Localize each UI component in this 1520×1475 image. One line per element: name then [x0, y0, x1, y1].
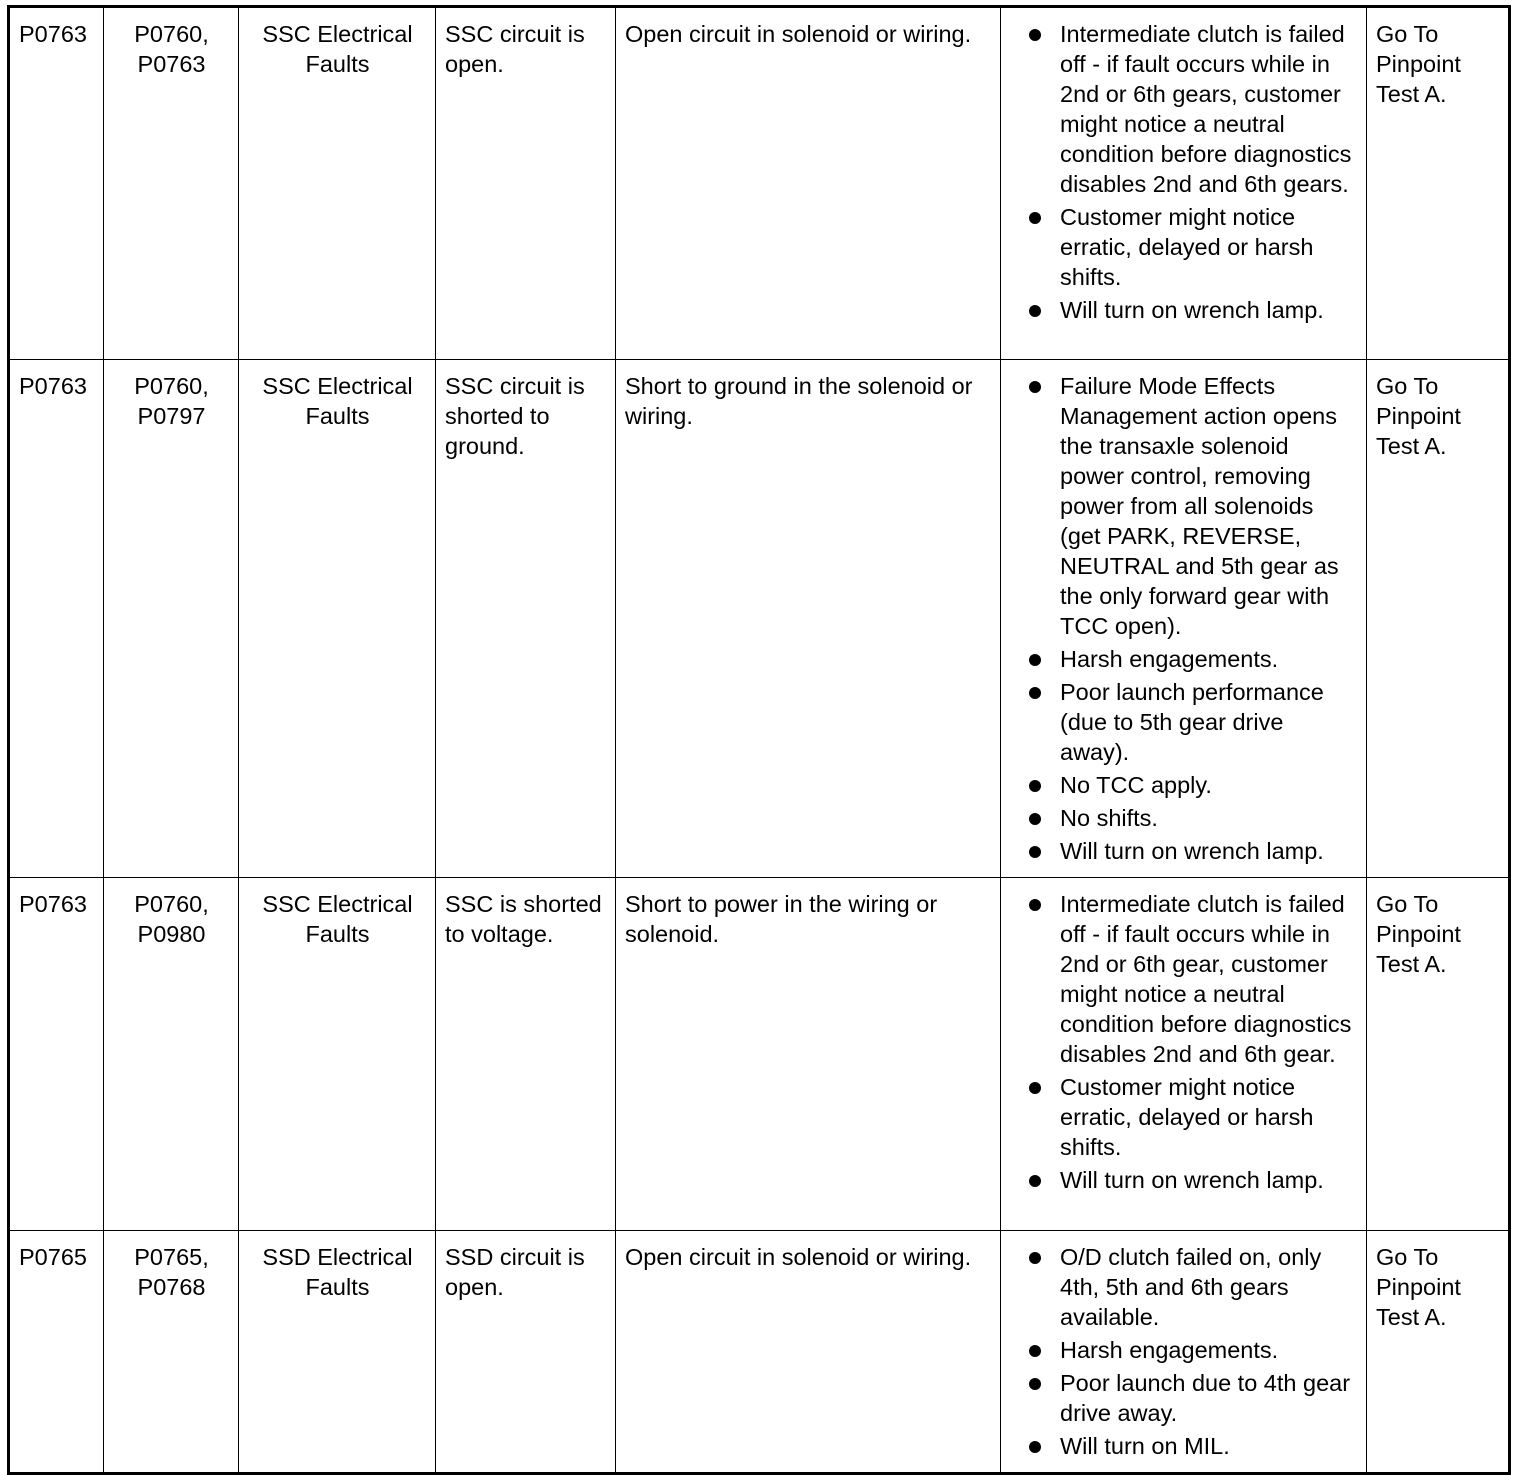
- list-item: Customer might notice erratic, delayed or harsh shifts.: [1010, 202, 1358, 292]
- table-row: [9, 7, 1510, 360]
- dtc-code: P0763: [9, 360, 104, 878]
- list-item: Intermediate clutch is failed off - if fault occurs while in 2nd or 6th gear, customer might notice a neutral condition before diagnostics disables 2nd and 6th gear.: [1010, 889, 1358, 1069]
- list-item: O/D clutch failed on, only 4th, 5th and 6th gears available.: [1010, 1242, 1358, 1332]
- symptom-effects: [1001, 360, 1367, 878]
- list-item: Will turn on wrench lamp.: [1010, 1165, 1358, 1195]
- dtc-table: [7, 5, 1511, 1475]
- list-item: Customer might notice erratic, delayed or harsh shifts.: [1010, 1072, 1358, 1162]
- action-link[interactable]: Go To Pinpoint Test A.: [1367, 7, 1510, 360]
- list-item: Harsh engagements.: [1010, 644, 1358, 674]
- related-dtcs: P0765, P0768: [104, 1231, 239, 1474]
- fault-category: SSC Electrical Faults: [239, 878, 436, 1231]
- possible-cause: Open circuit in solenoid or wiring.: [616, 1231, 1001, 1474]
- dtc-code: P0763: [9, 878, 104, 1231]
- list-item: No TCC apply.: [1010, 770, 1358, 800]
- related-dtcs: P0760, P0797: [104, 360, 239, 878]
- action-link[interactable]: Go To Pinpoint Test A.: [1367, 1231, 1510, 1474]
- related-dtcs: P0760, P0980: [104, 878, 239, 1231]
- list-item: Harsh engagements.: [1010, 1335, 1358, 1365]
- list-item: Will turn on MIL.: [1010, 1431, 1358, 1461]
- fault-condition: SSC is shorted to voltage.: [436, 878, 616, 1231]
- action-link[interactable]: Go To Pinpoint Test A.: [1367, 360, 1510, 878]
- fault-condition: SSC circuit is shorted to ground.: [436, 360, 616, 878]
- fault-category: SSC Electrical Faults: [239, 7, 436, 360]
- related-dtcs: P0760, P0763: [104, 7, 239, 360]
- fault-condition: SSD circuit is open.: [436, 1231, 616, 1474]
- list-item: Will turn on wrench lamp.: [1010, 836, 1358, 866]
- list-item: Will turn on wrench lamp.: [1010, 295, 1358, 325]
- fault-category: SSD Electrical Faults: [239, 1231, 436, 1474]
- list-item: Failure Mode Effects Management action opens the transaxle solenoid power control, removing power from all solenoids (get PARK, REVERSE, NEUTRAL and 5th gear as the only forward gear with TCC open).: [1010, 371, 1358, 641]
- symptom-effects: [1001, 7, 1367, 360]
- list-item: No shifts.: [1010, 803, 1358, 833]
- symptom-effects: [1001, 878, 1367, 1231]
- list-item: Intermediate clutch is failed off - if fault occurs while in 2nd or 6th gears, customer might notice a neutral condition before diagnostics disables 2nd and 6th gears.: [1010, 19, 1358, 199]
- table-row: [9, 1231, 1510, 1474]
- symptom-effects: [1001, 1231, 1367, 1474]
- dtc-code: P0763: [9, 7, 104, 360]
- list-item: Poor launch due to 4th gear drive away.: [1010, 1368, 1358, 1428]
- fault-category: SSC Electrical Faults: [239, 360, 436, 878]
- table-row: [9, 360, 1510, 878]
- possible-cause: Short to ground in the solenoid or wiring.: [616, 360, 1001, 878]
- list-item: Poor launch performance (due to 5th gear drive away).: [1010, 677, 1358, 767]
- dtc-code: P0765: [9, 1231, 104, 1474]
- action-link[interactable]: Go To Pinpoint Test A.: [1367, 878, 1510, 1231]
- fault-condition: SSC circuit is open.: [436, 7, 616, 360]
- possible-cause: Open circuit in solenoid or wiring.: [616, 7, 1001, 360]
- table-row: [9, 878, 1510, 1231]
- possible-cause: Short to power in the wiring or solenoid.: [616, 878, 1001, 1231]
